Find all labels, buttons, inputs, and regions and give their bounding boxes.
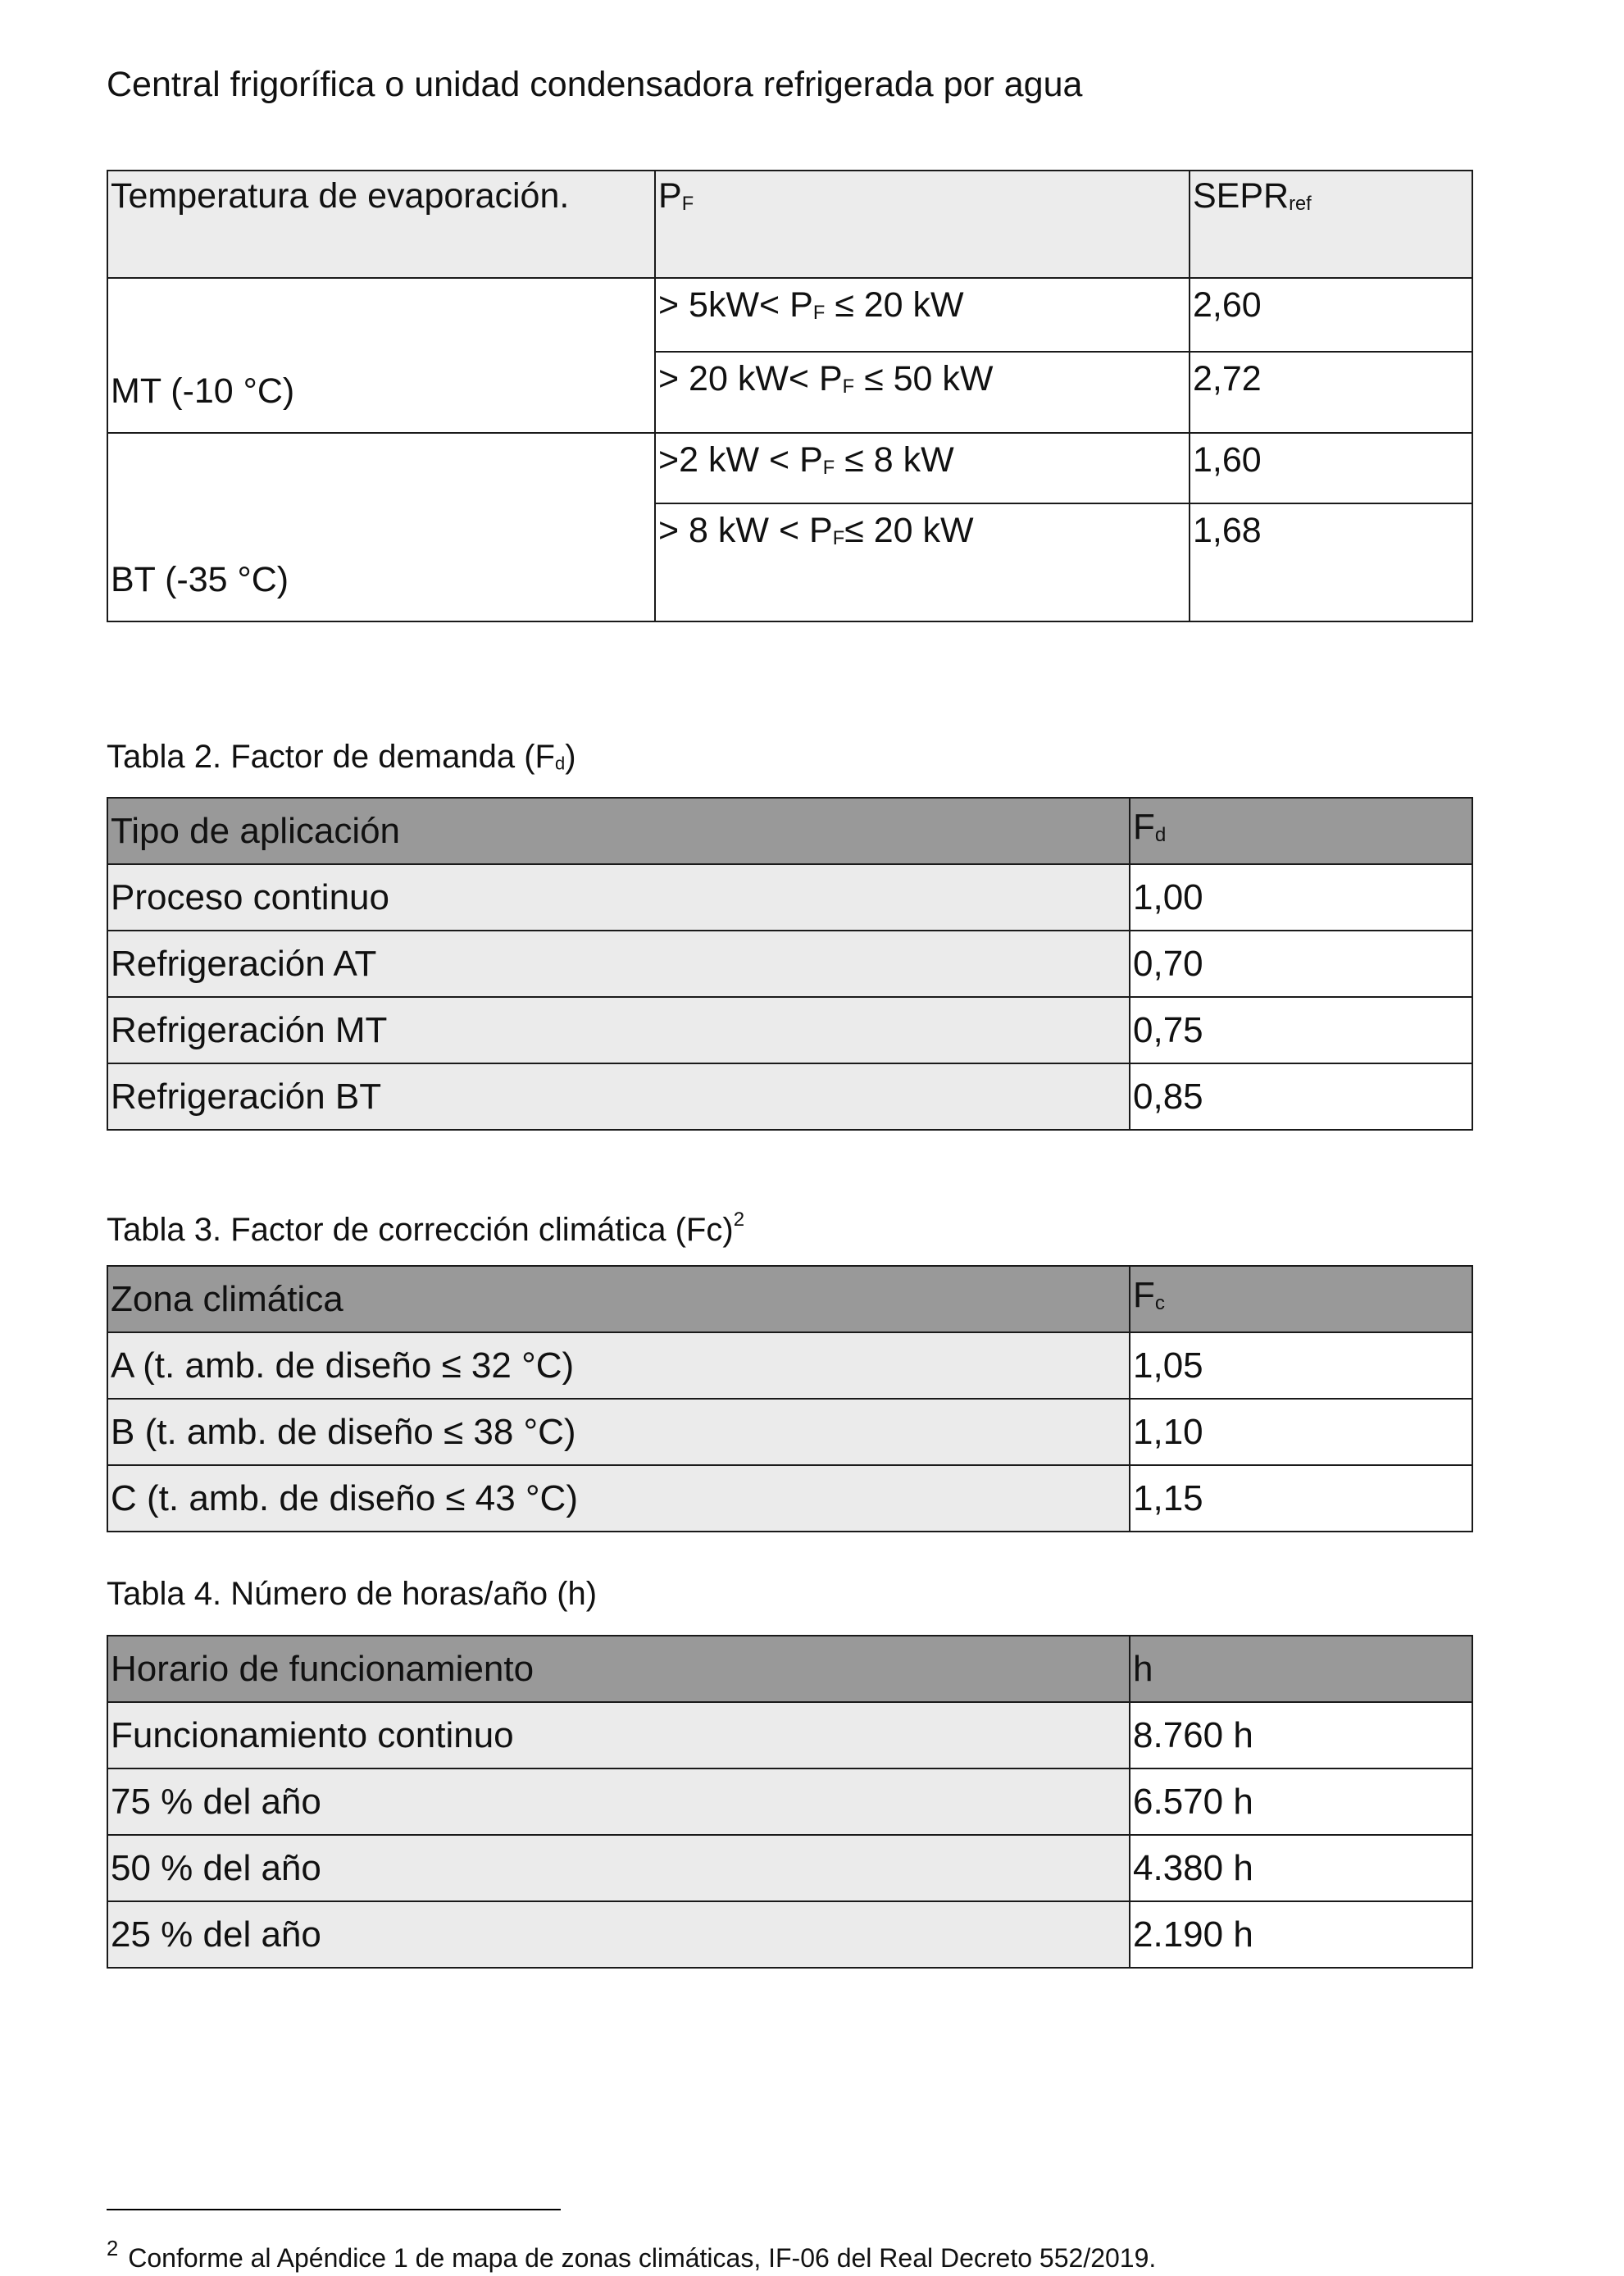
table-row <box>107 1768 1472 1835</box>
range-symbol: P <box>799 440 823 480</box>
header-value <box>1130 798 1472 864</box>
row-label: Refrigeración AT <box>107 931 1130 997</box>
footnote-divider <box>107 2209 561 2210</box>
demand-factor-table <box>107 797 1473 1131</box>
range-prefix: > 8 kW < <box>658 511 810 550</box>
range-suffix: ≤ 20 kW <box>825 285 964 325</box>
table-row <box>107 1901 1472 1968</box>
row-label: B (t. amb. de diseño ≤ 38 °C) <box>107 1399 1130 1465</box>
table-row <box>107 1835 1472 1901</box>
range-suffix: ≤ 8 kW <box>835 440 954 480</box>
group-label-bt: BT (-35 °C) <box>107 433 655 621</box>
row-value: 6.570 h <box>1130 1768 1472 1835</box>
operating-hours-table <box>107 1635 1473 1969</box>
table-header-row <box>107 1636 1472 1702</box>
table-row <box>107 1063 1472 1130</box>
sepr-value: 2,60 <box>1190 278 1472 352</box>
sepr-value: 2,72 <box>1190 352 1472 433</box>
sepr-subscript: ref <box>1289 193 1312 215</box>
row-value: 1,05 <box>1130 1332 1472 1399</box>
table-header-row <box>107 798 1472 864</box>
header-sepr <box>1190 171 1472 278</box>
header-label: Horario de funcionamiento <box>107 1636 1130 1702</box>
page-title: Central frigorífica o unidad condensadora refrigerada por agua <box>107 65 1083 104</box>
row-label: Refrigeración BT <box>107 1063 1130 1130</box>
value-symbol: F <box>1133 1274 1155 1315</box>
row-label: 75 % del año <box>107 1768 1130 1835</box>
footnote-text: Conforme al Apéndice 1 de mapa de zonas climáticas, IF-06 del Real Decreto 552/2019. <box>128 2243 1157 2274</box>
table-3-caption <box>107 1201 744 1249</box>
caption-suffix: ) <box>565 739 576 775</box>
range-symbol: P <box>789 285 813 325</box>
range-symbol-subscript: F <box>832 527 845 549</box>
row-label: A (t. amb. de diseño ≤ 32 °C) <box>107 1332 1130 1399</box>
header-value: h <box>1130 1636 1472 1702</box>
row-value: 1,10 <box>1130 1399 1472 1465</box>
range-symbol: P <box>818 359 843 398</box>
header-label: Tipo de aplicación <box>107 798 1130 864</box>
value-subscript: c <box>1154 1291 1165 1314</box>
row-value: 1,00 <box>1130 864 1472 931</box>
power-range <box>655 433 1190 503</box>
table-row <box>107 1702 1472 1768</box>
header-power <box>655 171 1190 278</box>
table-row <box>107 433 1472 503</box>
table-row <box>107 931 1472 997</box>
row-value: 8.760 h <box>1130 1702 1472 1768</box>
row-value: 4.380 h <box>1130 1835 1472 1901</box>
footnote-mark: 2 <box>107 2237 119 2260</box>
sepr-value: 1,68 <box>1190 503 1472 621</box>
footnote <box>107 2233 1156 2274</box>
table-row <box>107 864 1472 931</box>
footnote-reference: 2 <box>733 1209 745 1231</box>
table-row <box>107 278 1472 352</box>
caption-text: Tabla 2. Factor de demanda (F <box>107 739 555 775</box>
sepr-reference-table <box>107 170 1473 622</box>
row-label: Funcionamiento continuo <box>107 1702 1130 1768</box>
caption-subscript: d <box>554 753 566 774</box>
range-suffix: ≤ 20 kW <box>844 511 974 550</box>
row-value: 1,15 <box>1130 1465 1472 1532</box>
range-prefix: > 20 kW< <box>658 359 819 398</box>
power-subscript: F <box>681 193 694 215</box>
row-label: Refrigeración MT <box>107 997 1130 1063</box>
climate-correction-table <box>107 1265 1473 1532</box>
power-symbol: P <box>658 176 682 216</box>
table-row <box>107 1332 1472 1399</box>
range-prefix: >2 kW < <box>658 440 800 480</box>
row-value: 0,85 <box>1130 1063 1472 1130</box>
range-symbol: P <box>809 511 833 550</box>
row-value: 0,70 <box>1130 931 1472 997</box>
power-range <box>655 503 1190 621</box>
range-symbol-subscript: F <box>822 457 835 479</box>
value-subscript: d <box>1154 823 1167 846</box>
sepr-value: 1,60 <box>1190 433 1472 503</box>
group-label-mt: MT (-10 °C) <box>107 278 655 433</box>
table-row <box>107 1399 1472 1465</box>
header-label: Zona climática <box>107 1266 1130 1332</box>
table-row <box>107 1465 1472 1532</box>
sepr-symbol: SEPR <box>1193 176 1290 216</box>
table-2-caption <box>107 738 576 783</box>
range-suffix: ≤ 50 kW <box>854 359 994 398</box>
table-header-row <box>107 1266 1472 1332</box>
range-symbol-subscript: F <box>842 376 855 398</box>
row-value: 0,75 <box>1130 997 1472 1063</box>
table-4-caption: Tabla 4. Número de horas/año (h) <box>107 1576 598 1612</box>
table-row <box>107 997 1472 1063</box>
table-header-row <box>107 171 1472 278</box>
range-prefix: > 5kW< <box>658 285 790 325</box>
header-temperature: Temperatura de evaporación. <box>107 171 655 278</box>
row-value: 2.190 h <box>1130 1901 1472 1968</box>
power-range <box>655 352 1190 433</box>
row-label: 25 % del año <box>107 1901 1130 1968</box>
caption-text: Tabla 3. Factor de corrección climática (Fc) <box>107 1212 734 1248</box>
range-symbol-subscript: F <box>812 302 826 324</box>
row-label: 50 % del año <box>107 1835 1130 1901</box>
value-symbol: F <box>1133 806 1155 847</box>
row-label: Proceso continuo <box>107 864 1130 931</box>
power-range <box>655 278 1190 352</box>
row-label: C (t. amb. de diseño ≤ 43 °C) <box>107 1465 1130 1532</box>
header-value <box>1130 1266 1472 1332</box>
